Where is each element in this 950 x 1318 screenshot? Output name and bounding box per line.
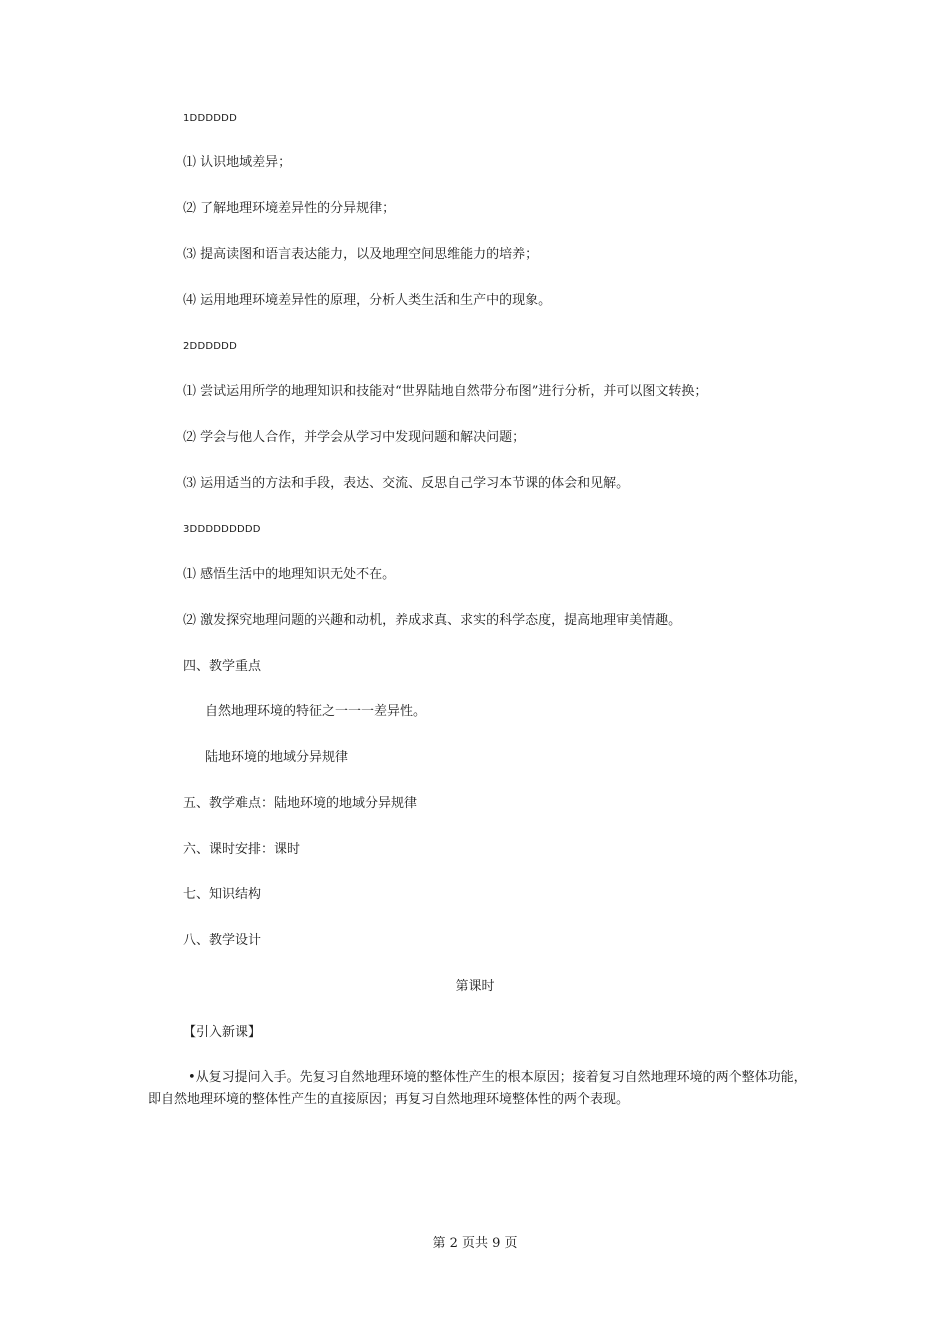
heading-knowledge-structure: 七、知识结构 (183, 887, 262, 902)
heading-difficulty: 五、教学难点：陆地环境的地域分异规律 (183, 796, 418, 811)
lesson-title: 第课时 (455, 979, 495, 994)
objective-item: ⑷ 运用地理环境差异性的原理，分析人类生活和生产中的现象。 (183, 293, 552, 308)
objective-item: ⑵ 学会与他人合作，并学会从学习中发现问题和解决问题； (183, 430, 526, 445)
objective-item: ⑵ 了解地理环境差异性的分异规律； (183, 201, 396, 216)
heading-schedule: 六、课时安排：课时 (183, 842, 301, 857)
objective-item: ⑴ 感悟生活中的地理知识无处不在。 (183, 567, 396, 582)
intro-heading: 【引入新课】 (183, 1025, 262, 1040)
section-heading-1: 1DDDDDD (183, 113, 237, 124)
heading-teaching-design: 八、教学设计 (183, 933, 262, 948)
objective-item: ⑴ 尝试运用所学的地理知识和技能对“世界陆地自然带分布图”进行分析，并可以图文转换； (183, 384, 708, 399)
objective-item: ⑶ 运用适当的方法和手段，表达、交流、反思自己学习本节课的体会和见解。 (183, 476, 630, 491)
intro-paragraph: •从复习提问入手。先复习自然地理环境的整体性产生的根本原因；接着复习自然地理环境的两个整体功能，即自然地理环境的整体性产生的直接原因；再复习自然地理环境整体性的两个表现。 (148, 1070, 807, 1107)
section-heading-2: 2DDDDDD (183, 341, 237, 352)
objective-item: ⑴ 认识地域差异； (183, 155, 292, 170)
key-point-item: 陆地环境的地域分异规律 (205, 750, 349, 765)
page-footer: 第 2 页共 9 页 (432, 1236, 518, 1251)
objective-item: ⑶ 提高读图和语言表达能力，以及地理空间思维能力的培养； (183, 247, 539, 262)
heading-key-points: 四、教学重点 (183, 659, 262, 674)
section-heading-3: 3DDDDDDDDD (183, 524, 261, 535)
key-point-item: 自然地理环境的特征之一一一差异性。 (205, 704, 427, 719)
objective-item: ⑵ 激发探究地理问题的兴趣和动机，养成求真、求实的科学态度，提高地理审美情趣。 (183, 613, 682, 628)
